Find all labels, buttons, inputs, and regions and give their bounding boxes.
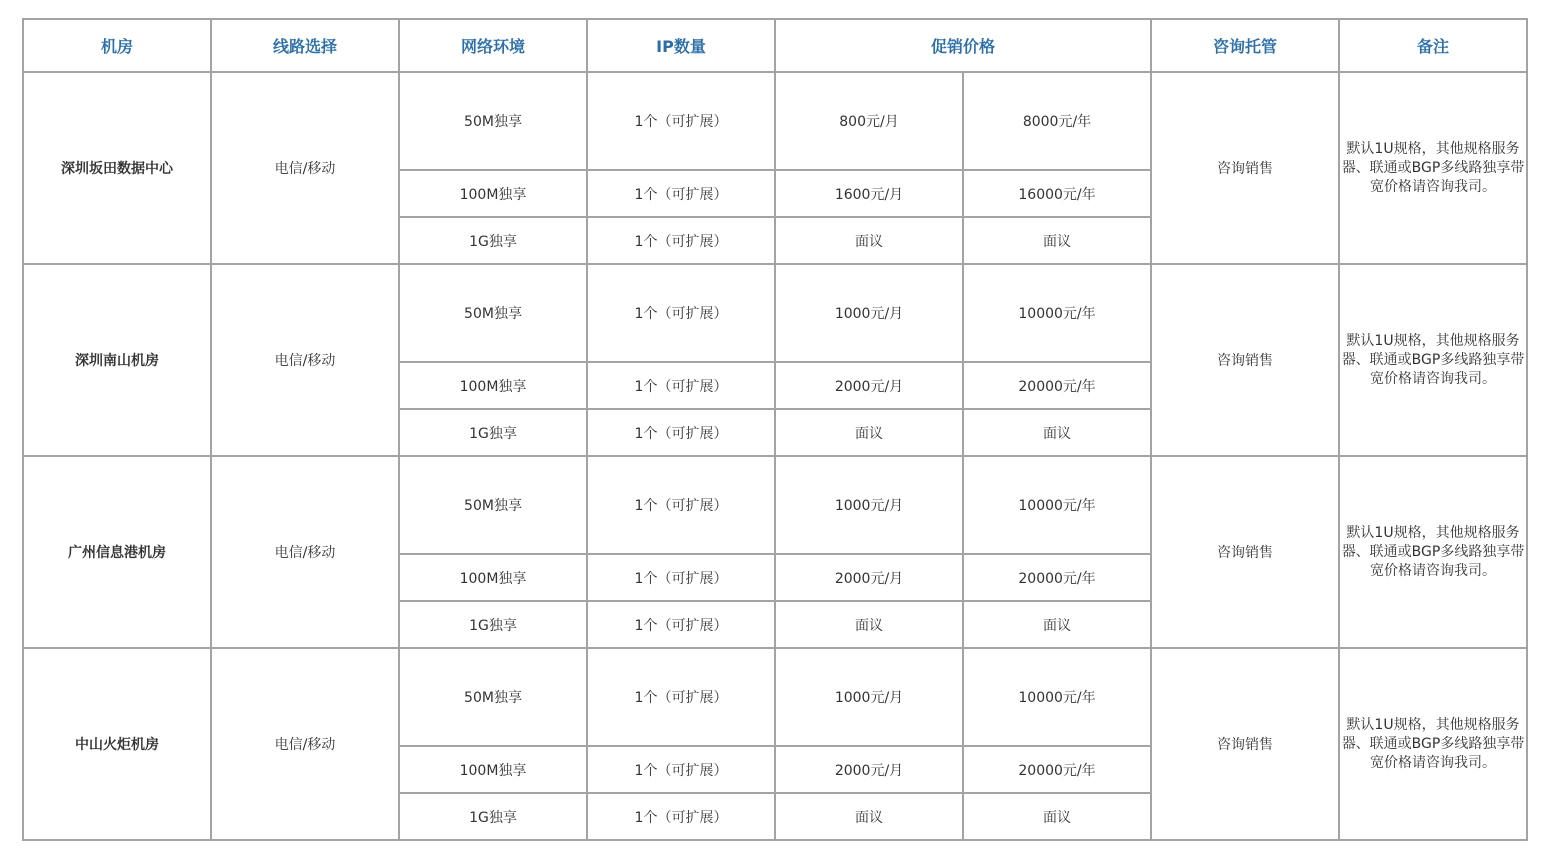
- monthly-price: 800元/月: [775, 72, 963, 170]
- ip-count: 1个（可扩展）: [587, 746, 775, 793]
- room-name: 广州信息港机房: [23, 456, 211, 648]
- header-row: [23, 19, 1527, 72]
- yearly-price: 8000元/年: [963, 72, 1151, 170]
- ip-count: 1个（可扩展）: [587, 170, 775, 217]
- header-consult: 咨询托管: [1151, 19, 1339, 72]
- ip-count: 1个（可扩展）: [587, 362, 775, 409]
- ip-count: 1个（可扩展）: [587, 793, 775, 840]
- monthly-price: 面议: [775, 601, 963, 648]
- network-plan: 1G独享: [399, 409, 587, 456]
- monthly-price: 1000元/月: [775, 456, 963, 554]
- network-plan: 50M独享: [399, 648, 587, 746]
- monthly-price: 面议: [775, 793, 963, 840]
- network-plan: 100M独享: [399, 170, 587, 217]
- room-name: 深圳坂田数据中心: [23, 72, 211, 264]
- yearly-price: 16000元/年: [963, 170, 1151, 217]
- yearly-price: 20000元/年: [963, 362, 1151, 409]
- yearly-price: 10000元/年: [963, 264, 1151, 362]
- monthly-price: 1000元/月: [775, 264, 963, 362]
- yearly-price: 面议: [963, 793, 1151, 840]
- ip-count: 1个（可扩展）: [587, 264, 775, 362]
- line-type: 电信/移动: [211, 264, 399, 456]
- table-row: [23, 648, 1527, 746]
- consult-sales: 咨询销售: [1151, 264, 1339, 456]
- network-plan: 100M独享: [399, 362, 587, 409]
- line-type: 电信/移动: [211, 456, 399, 648]
- monthly-price: 1000元/月: [775, 648, 963, 746]
- network-plan: 1G独享: [399, 217, 587, 264]
- network-plan: 50M独享: [399, 456, 587, 554]
- network-plan: 50M独享: [399, 72, 587, 170]
- consult-sales: 咨询销售: [1151, 456, 1339, 648]
- yearly-price: 面议: [963, 601, 1151, 648]
- ip-count: 1个（可扩展）: [587, 456, 775, 554]
- header-ip-count: IP数量: [587, 19, 775, 72]
- note-text: 默认1U规格，其他规格服务器、联通或BGP多线路独享带宽价格请咨询我司。: [1339, 648, 1527, 840]
- network-plan: 50M独享: [399, 264, 587, 362]
- room-name: 深圳南山机房: [23, 264, 211, 456]
- pricing-table-container: [22, 18, 1528, 841]
- ip-count: 1个（可扩展）: [587, 409, 775, 456]
- line-type: 电信/移动: [211, 72, 399, 264]
- header-network: 网络环境: [399, 19, 587, 72]
- network-plan: 1G独享: [399, 793, 587, 840]
- header-room: 机房: [23, 19, 211, 72]
- yearly-price: 面议: [963, 217, 1151, 264]
- network-plan: 100M独享: [399, 746, 587, 793]
- ip-count: 1个（可扩展）: [587, 217, 775, 264]
- monthly-price: 2000元/月: [775, 554, 963, 601]
- room-name: 中山火炬机房: [23, 648, 211, 840]
- network-plan: 1G独享: [399, 601, 587, 648]
- yearly-price: 20000元/年: [963, 746, 1151, 793]
- monthly-price: 面议: [775, 217, 963, 264]
- monthly-price: 2000元/月: [775, 746, 963, 793]
- ip-count: 1个（可扩展）: [587, 554, 775, 601]
- monthly-price: 2000元/月: [775, 362, 963, 409]
- consult-sales: 咨询销售: [1151, 72, 1339, 264]
- yearly-price: 10000元/年: [963, 648, 1151, 746]
- network-plan: 100M独享: [399, 554, 587, 601]
- header-promo-price: 促销价格: [775, 19, 1151, 72]
- ip-count: 1个（可扩展）: [587, 648, 775, 746]
- pricing-table: [22, 18, 1528, 841]
- yearly-price: 10000元/年: [963, 456, 1151, 554]
- note-text: 默认1U规格，其他规格服务器、联通或BGP多线路独享带宽价格请咨询我司。: [1339, 456, 1527, 648]
- note-text: 默认1U规格，其他规格服务器、联通或BGP多线路独享带宽价格请咨询我司。: [1339, 264, 1527, 456]
- monthly-price: 1600元/月: [775, 170, 963, 217]
- consult-sales: 咨询销售: [1151, 648, 1339, 840]
- header-line: 线路选择: [211, 19, 399, 72]
- yearly-price: 面议: [963, 409, 1151, 456]
- monthly-price: 面议: [775, 409, 963, 456]
- table-row: [23, 456, 1527, 554]
- table-row: [23, 264, 1527, 362]
- yearly-price: 20000元/年: [963, 554, 1151, 601]
- table-row: [23, 72, 1527, 170]
- note-text: 默认1U规格，其他规格服务器、联通或BGP多线路独享带宽价格请咨询我司。: [1339, 72, 1527, 264]
- header-note: 备注: [1339, 19, 1527, 72]
- ip-count: 1个（可扩展）: [587, 601, 775, 648]
- ip-count: 1个（可扩展）: [587, 72, 775, 170]
- line-type: 电信/移动: [211, 648, 399, 840]
